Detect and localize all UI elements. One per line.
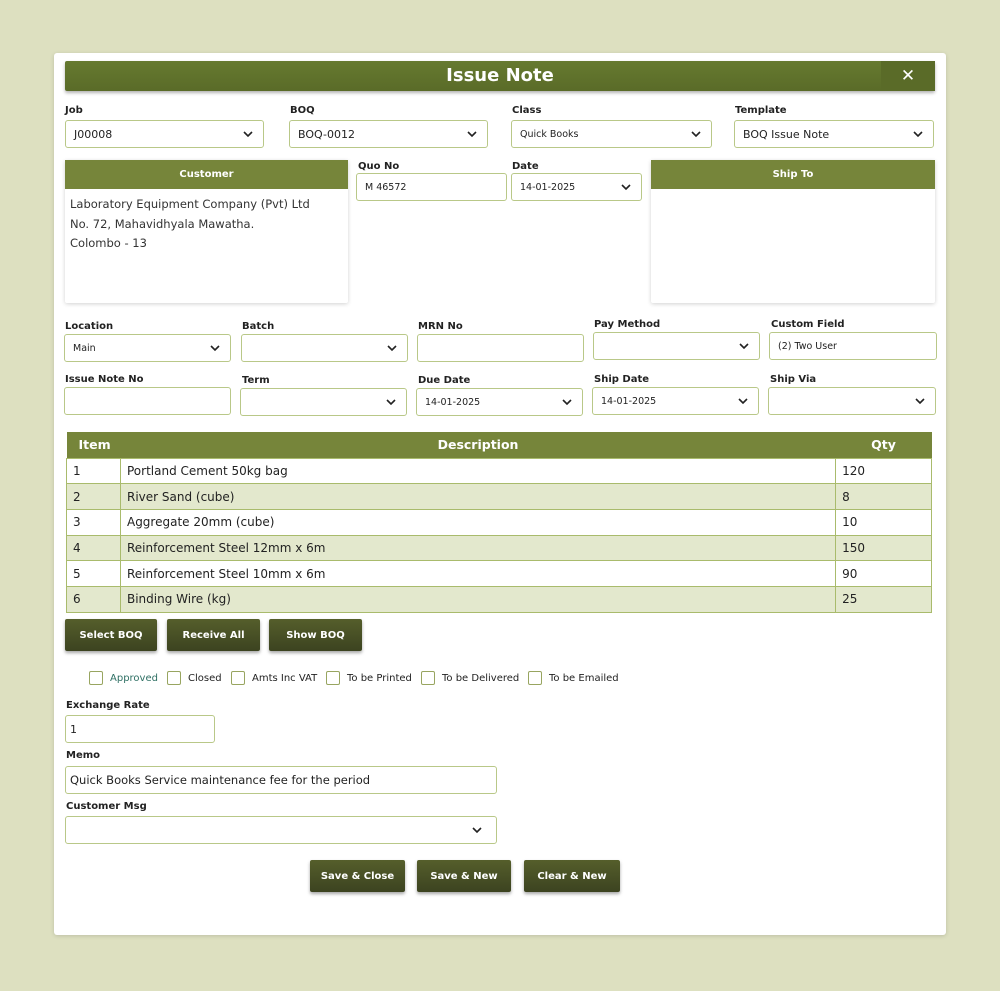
chevron-down-icon [739,341,749,351]
custom-field-value: (2) Two User [778,340,837,352]
customer-msg-label: Customer Msg [66,801,147,812]
item-cell[interactable]: 1 [67,458,121,484]
close-icon: ✕ [900,66,916,86]
checkbox-box[interactable] [167,671,181,685]
chevron-down-icon [467,129,477,139]
save-new-button[interactable]: Save & New [417,860,511,892]
job-value: J00008 [74,127,113,141]
description-cell[interactable]: Reinforcement Steel 10mm x 6m [120,561,835,587]
ship-date-label: Ship Date [594,374,649,385]
boq-value: BOQ-0012 [298,127,355,141]
checkbox-box[interactable] [231,671,245,685]
chevron-down-icon [691,129,701,139]
checkbox-label: To be Printed [347,672,412,684]
checkbox-label: To be Delivered [442,672,520,684]
memo-value: Quick Books Service maintenance fee for the period [70,773,371,787]
column-header-item: Item [67,432,121,458]
custom-field-label: Custom Field [771,319,845,330]
quo-no-label: Quo No [358,161,400,172]
date-label: Date [512,161,539,172]
exchange-rate-label: Exchange Rate [66,700,150,711]
table-row[interactable] [67,458,932,484]
class-label: Class [512,105,542,116]
table-row[interactable] [67,484,932,510]
closed-checkbox[interactable] [167,671,222,685]
ship-via-select[interactable] [768,387,936,415]
chevron-down-icon [562,397,572,407]
ship-date-picker[interactable] [592,387,759,415]
due-date-picker[interactable] [416,388,583,416]
mrn-no-input[interactable] [417,334,584,362]
close-button[interactable] [881,61,935,91]
table-row[interactable] [67,561,932,587]
qty-cell[interactable]: 8 [836,484,932,510]
ship-via-label: Ship Via [770,374,817,385]
dialog-title: Issue Note [446,65,554,86]
description-cell[interactable]: Reinforcement Steel 12mm x 6m [120,535,835,561]
address-line: Laboratory Equipment Company (Pvt) Ltd [70,197,310,211]
job-label: Job [65,105,83,116]
term-select[interactable] [240,388,407,416]
column-header-qty: Qty [836,432,932,458]
address-line: No. 72, Mahavidhyala Mawatha. [70,216,255,231]
memo-label: Memo [66,750,101,761]
quo-no-value: M 46572 [365,181,407,193]
chevron-down-icon [386,397,396,407]
description-cell[interactable]: Binding Wire (kg) [120,586,835,612]
custom-field-input[interactable] [769,332,937,360]
column-header-description: Description [120,432,835,458]
to-be-delivered-checkbox[interactable] [421,671,519,685]
table-row[interactable] [67,535,932,561]
item-cell[interactable]: 6 [67,586,121,612]
pay-method-label: Pay Method [594,319,661,330]
term-label: Term [242,375,270,386]
ship-date-value: 14-01-2025 [601,395,657,407]
template-label: Template [735,105,787,116]
qty-cell[interactable]: 150 [836,535,932,561]
item-cell[interactable]: 4 [67,535,121,561]
class-value: Quick Books [520,128,579,140]
boq-label: BOQ [290,105,315,116]
qty-cell[interactable]: 25 [836,586,932,612]
template-value: BOQ Issue Note [743,127,830,141]
chevron-down-icon [738,396,748,406]
amts-inc-vat-checkbox[interactable] [231,671,317,685]
customer-panel-title: Customer [65,160,348,189]
description-cell[interactable]: River Sand (cube) [120,484,835,510]
issue-note-no-label: Issue Note No [65,374,144,385]
template-select[interactable] [734,120,934,148]
to-be-emailed-checkbox[interactable] [528,671,619,685]
table-row[interactable] [67,509,932,535]
quo-no-input[interactable] [356,173,507,201]
title-bar [65,61,935,91]
checkbox-box[interactable] [89,671,103,685]
batch-select[interactable] [241,334,408,362]
table-header-row [67,432,932,458]
description-cell[interactable]: Portland Cement 50kg bag [120,458,835,484]
due-date-label: Due Date [418,375,471,386]
ship-to-panel-title: Ship To [651,160,935,189]
clear-new-button[interactable]: Clear & New [524,860,620,892]
location-select[interactable] [64,334,231,362]
to-be-printed-checkbox[interactable] [326,671,412,685]
checkbox-label: Amts Inc VAT [252,672,318,684]
approved-checkbox[interactable] [89,671,158,685]
chevron-down-icon [913,129,923,139]
pay-method-select[interactable] [593,332,760,360]
customer-msg-select[interactable] [65,816,497,844]
date-picker[interactable] [511,173,642,201]
checkbox-label: Closed [188,672,222,684]
location-value: Main [73,342,96,354]
receive-all-button[interactable]: Receive All [167,619,260,651]
item-cell[interactable]: 5 [67,561,121,587]
exchange-rate-input[interactable] [65,715,215,743]
chevron-down-icon [210,343,220,353]
qty-cell[interactable]: 120 [836,458,932,484]
description-cell[interactable]: Aggregate 20mm (cube) [120,509,835,535]
show-boq-button[interactable]: Show BOQ [269,619,362,651]
issue-note-no-input[interactable] [64,387,231,415]
batch-label: Batch [242,321,275,332]
checkbox-box[interactable] [528,671,542,685]
memo-input[interactable] [65,766,497,794]
chevron-down-icon [915,396,925,406]
ship-to-panel[interactable] [651,160,935,303]
issue-note-dialog [54,53,946,935]
chevron-down-icon [621,182,631,192]
checkbox-label: To be Emailed [549,672,619,684]
job-select[interactable] [65,120,264,148]
checkbox-label: Approved [110,672,158,684]
mrn-no-label: MRN No [418,321,463,332]
select-boq-button[interactable]: Select BOQ [65,619,157,651]
table-row[interactable] [67,586,932,612]
chevron-down-icon [387,343,397,353]
date-value: 14-01-2025 [520,181,576,193]
checkbox-box[interactable] [421,671,435,685]
checkbox-box[interactable] [326,671,340,685]
item-cell[interactable]: 2 [67,484,121,510]
address-line: Colombo - 13 [70,236,147,250]
class-select[interactable] [511,120,712,148]
chevron-down-icon [472,825,482,835]
due-date-value: 14-01-2025 [425,396,481,408]
boq-select[interactable] [289,120,488,148]
location-label: Location [65,321,114,332]
items-table [66,432,932,613]
qty-cell[interactable]: 90 [836,561,932,587]
qty-cell[interactable]: 10 [836,509,932,535]
customer-panel [65,160,348,303]
exchange-rate-value: 1 [70,722,77,736]
save-close-button[interactable]: Save & Close [310,860,405,892]
chevron-down-icon [243,129,253,139]
customer-address[interactable] [65,189,348,260]
item-cell[interactable]: 3 [67,509,121,535]
